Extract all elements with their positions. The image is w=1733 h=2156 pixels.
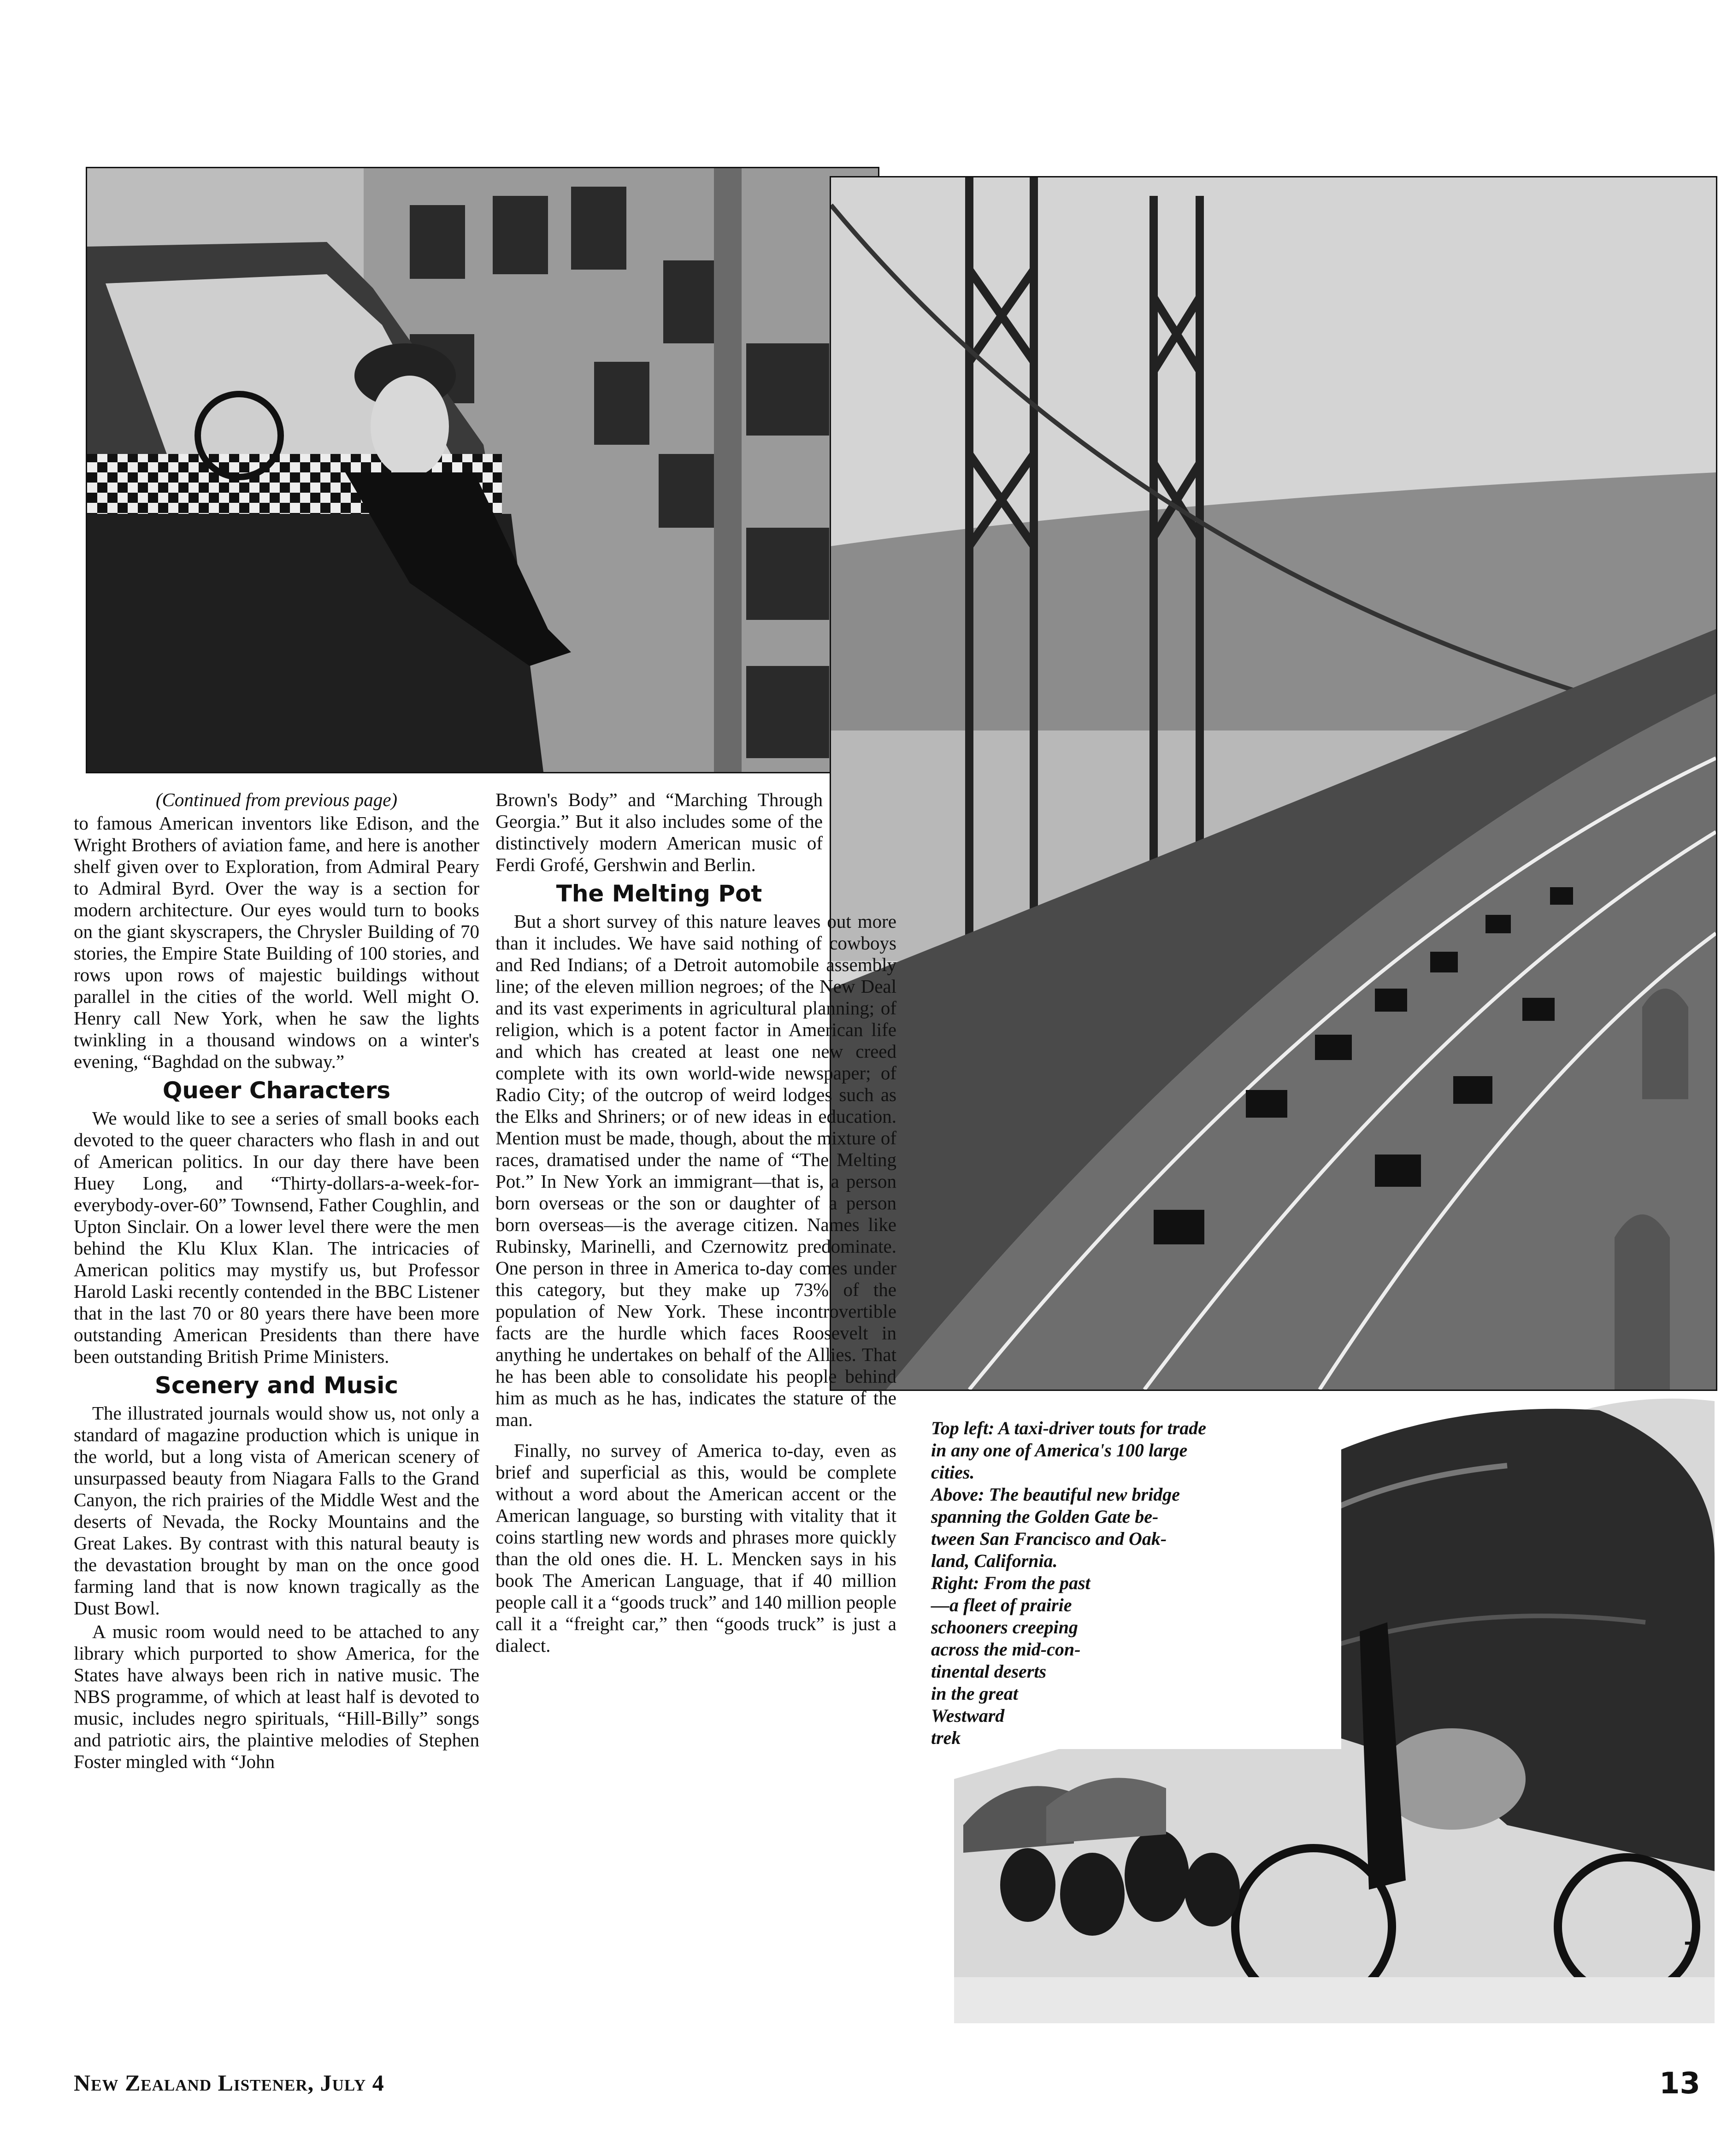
caption-line: in the great <box>931 1683 1018 1704</box>
caption-line: Westward <box>931 1705 1005 1726</box>
caption-line: schooners creeping <box>931 1617 1078 1638</box>
caption-line: Right: From the past <box>931 1573 1090 1593</box>
caption-line: Top left: A taxi-driver touts for trade <box>931 1418 1207 1438</box>
article-column-2 <box>495 789 896 1658</box>
taxi-photo-art <box>87 168 878 772</box>
caption-line: in any one of America's 100 large <box>931 1440 1188 1461</box>
article-paragraph: Brown's Body” and “Marching Through Georgia.” But it also includes some of the distinctively modern American music of Ferdi Grofé, Gershwin and Berlin. <box>495 789 823 875</box>
article-paragraph: A music room would need to be attached to any library which purported to show America, for the States have always been rich in native music. The NBS programme, of which at least half is devoted to music, includes negro spirituals, “Hill-Billy” songs and patriotic airs, the plaintive melodies of Stephen Foster mingled with “John <box>74 1621 479 1772</box>
publication-footer: New Zealand Listener, July 4 <box>74 2070 384 2096</box>
article-paragraph: to famous American inventors like Edison, and the Wright Brothers of aviation fame, and here is another shelf given over to Exploration, from Admiral Peary to Admiral Byrd. Over the way is a section for modern architecture. Our eyes would turn to books on the giant skyscrapers, the Chrysler Building of 70 stories, the Empire State Building of 100 stories, and rows upon rows of majestic buildings without parallel in the cities of the world. Well might O. Henry call New York, when he saw the lights twinkling in a thousand windows on a winter's evening, “Baghdad on the subway.” <box>74 813 479 1072</box>
caption-line: trek <box>931 1727 961 1748</box>
article-paragraph: Finally, no survey of America to-day, even as brief and superficial as this, would be complete without a word about the American accent or the American language, so bursting with vitality that it coins startling new words and phrases more quickly than the old ones die. H. L. Mencken says in his book The American Language, that if 40 million people call it a “goods truck” and 140 million people call it a “freight car,” then “goods truck” is just a dialect. <box>495 1440 896 1656</box>
wagon-photo-number: 7 <box>1683 1938 1699 1963</box>
section-heading-queer-characters: Queer Characters <box>162 1077 391 1104</box>
caption-line: spanning the Golden Gate be- <box>931 1506 1159 1527</box>
photo-caption <box>926 1417 1341 1749</box>
caption-line: tinental deserts <box>931 1661 1047 1682</box>
caption-line: cities. <box>931 1462 975 1483</box>
continued-note: (Continued from previous page) <box>155 789 398 810</box>
caption-line: across the mid-con- <box>931 1639 1081 1660</box>
page-number: 13 <box>1659 2067 1701 2101</box>
article-column-1 <box>74 789 479 1774</box>
section-heading-scenery-and-music: Scenery and Music <box>154 1372 399 1399</box>
bridge-photo <box>830 176 1717 1391</box>
article-paragraph: We would like to see a series of small books each devoted to the queer characters who flash in and out of American politics. In our day there have been Huey Long, and “Thirty-dollars-a-week-for-everybody-over-60” Townsend, Father Coughlin, and Upton Sinclair. On a lower level there were the men behind the Klu Klux Klan. The intricacies of American politics may mystify us, but Professor Harold Laski recently contended in the BBC Listener that in the last 70 or 80 years there have been more outstanding American Presidents than there have been outstanding British Prime Ministers. <box>74 1107 479 1367</box>
caption-line: Above: The beautiful new bridge <box>931 1484 1180 1505</box>
caption-line: land, California. <box>931 1550 1058 1571</box>
caption-line: —a fleet of prairie <box>931 1595 1072 1615</box>
article-paragraph: The illustrated journals would show us, not only a standard of magazine production which is unique in the world, but a long vista of American scenery of unsurpassed beauty from Niagara Falls to the Grand Canyon, the rich prairies of the Middle West and the deserts of Nevada, the Rocky Mountains and the Great Lakes. By contrast with this natural beauty is the devastation brought by man on the once good farming land that is now known tragically as the Dust Bowl. <box>74 1402 479 1619</box>
bridge-photo-art <box>831 177 1716 1390</box>
section-heading-melting-pot: The Melting Pot <box>556 880 762 907</box>
caption-line: tween San Francisco and Oak- <box>931 1528 1167 1549</box>
taxi-photo <box>86 167 879 773</box>
article-paragraph: But a short survey of this nature leaves out more than it includes. We have said nothing of cowboys and Red Indians; of a Detroit automobile assembly line; of the eleven million negroes; of the New Deal and its vast experiments in agricultural planning; of religion, which is a potent factor in American life and which has created at least one new creed complete with its own world-wide newspaper; of Radio City; of the outcrop of weird lodges such as the Elks and Shriners; or of new ideas in education. Mention must be made, though, about the mixture of races, dramatised under the name of “The Melting Pot.” In New York an immigrant—that is, a person born overseas or the son or daughter of a person born overseas—is the average citizen. Names like Rubinsky, Marinelli, and Czernowitz predominate. One person in three in America to-day comes under this category, but they make up 73% of the population of New York. These incontrovertible facts are the hurdle which faces Roosevelt in anything he undertakes on behalf of the Allies. That he has been able to consolidate his people behind him as much as he has, indicates the stature of the man. <box>495 911 896 1430</box>
